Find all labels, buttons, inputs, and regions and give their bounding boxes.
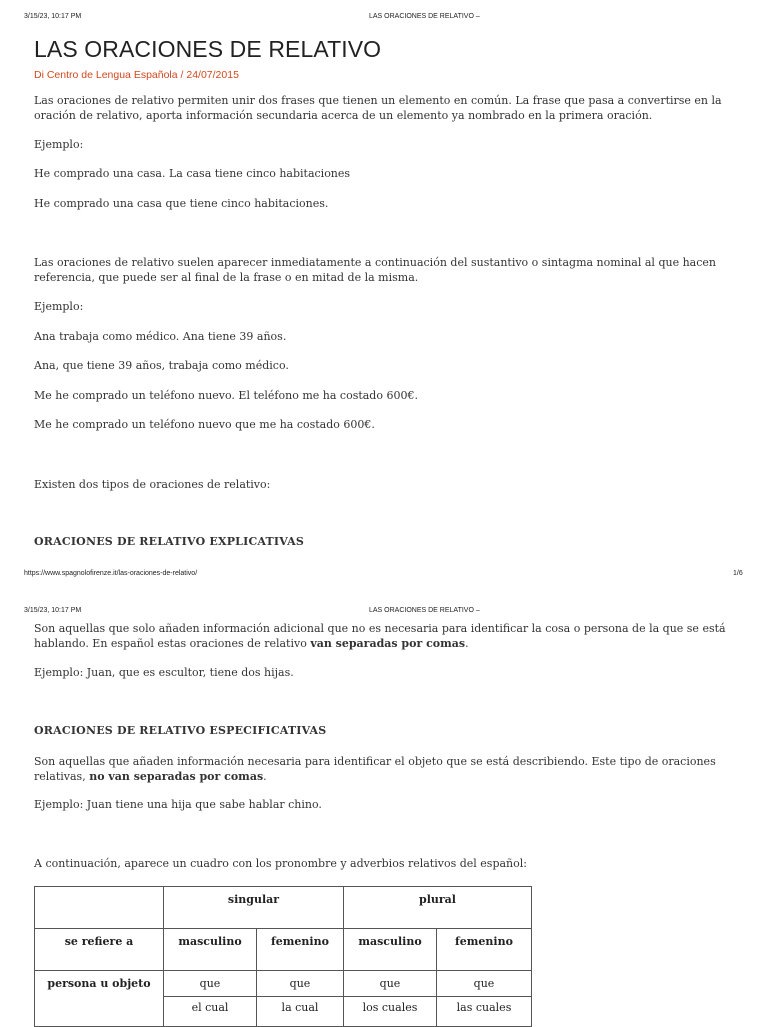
paragraph-example-3a: Me he comprado un teléfono nuevo. El teléfono me ha costado 600€. <box>34 389 418 402</box>
page1-header-date: 3/15/23, 10:17 PM <box>24 13 82 20</box>
explicativas-end: . <box>465 637 469 650</box>
table-row <box>35 971 532 997</box>
table-cell: que <box>164 971 257 997</box>
paragraph-position: Las oraciones de relativo suelen aparecer inmediatamente a continuación del sustantivo o sintagma nominal al que hacen referencia, que puede ser al final de la frase o en mitad de la misma. <box>34 256 716 284</box>
page1-header-title: LAS ORACIONES DE RELATIVO – <box>369 13 480 20</box>
table-header-singular: singular <box>164 887 344 929</box>
table-cell: las cuales <box>437 997 532 1027</box>
paragraph-ejemplo-label-2: Ejemplo: <box>34 300 84 313</box>
page1-footer-url[interactable]: https://www.spagnolofirenze.it/las-oraciones-de-relativo/ <box>24 570 198 577</box>
heading-explicativas: ORACIONES DE RELATIVO EXPLICATIVAS <box>34 535 305 548</box>
paragraph-example-1b: He comprado una casa que tiene cinco habitaciones. <box>34 197 329 210</box>
paragraph-example-2b: Ana, que tiene 39 años, trabaja como médico. <box>34 359 289 372</box>
page1-footer-page-number: 1/6 <box>733 570 743 577</box>
paragraph-table-intro: A continuación, aparece un cuadro con los pronombre y adverbios relativos del español: <box>34 857 527 870</box>
table-cell: que <box>437 971 532 997</box>
table-cell-persona-u-objeto: persona u objeto <box>35 971 164 1027</box>
especificativas-bold: no van separadas por comas <box>89 770 264 783</box>
paragraph-intro: Las oraciones de relativo permiten unir dos frases que tienen un elemento en común. La frase que pasa a convertirse en la oración de relativo, aporta información secundaria acerca de un elemento ya nombrado en la primera oración. <box>34 94 722 122</box>
page-title: LAS ORACIONES DE RELATIVO <box>34 36 382 62</box>
paragraph-explicativas-example: Ejemplo: Juan, que es escultor, tiene dos hijas. <box>34 666 294 679</box>
paragraph-example-2a: Ana trabaja como médico. Ana tiene 39 años. <box>34 330 287 343</box>
paragraph-example-1a: He comprado una casa. La casa tiene cinco habitaciones <box>34 167 351 180</box>
paragraph-especificativas-example: Ejemplo: Juan tiene una hija que sabe hablar chino. <box>34 798 322 811</box>
page2-header-title: LAS ORACIONES DE RELATIVO – <box>369 607 480 614</box>
explicativas-text: Son aquellas que solo añaden información adicional que no es necesaria para identificar la cosa o persona de la que se está hablando. En español estas oraciones de relativo <box>34 622 726 650</box>
table-header-plural: plural <box>344 887 532 929</box>
especificativas-text: Son aquellas que añaden información necesaria para identificar el objeto que se está describiendo. Este tipo de oraciones relativas, <box>34 755 716 783</box>
table-header-masculino-singular: masculino <box>164 929 257 971</box>
table-header-masculino-plural: masculino <box>344 929 437 971</box>
paragraph-types-intro: Existen dos tipos de oraciones de relativo: <box>34 478 271 491</box>
table-cell: el cual <box>164 997 257 1027</box>
paragraph-example-3b: Me he comprado un teléfono nuevo que me ha costado 600€. <box>34 418 375 431</box>
explicativas-bold: van separadas por comas <box>310 637 466 650</box>
table-cell: que <box>257 971 344 997</box>
table-cell-empty <box>35 887 164 929</box>
table-header-se-refiere-a: se refiere a <box>35 929 164 971</box>
article-byline[interactable]: Di Centro de Lengua Española / 24/07/2015 <box>34 69 239 81</box>
especificativas-end: . <box>263 770 267 783</box>
table-cell: los cuales <box>344 997 437 1027</box>
table-cell: la cual <box>257 997 344 1027</box>
table-row <box>35 887 532 929</box>
table-cell: que <box>344 971 437 997</box>
table-row <box>35 929 532 971</box>
table-header-femenino-plural: femenino <box>437 929 532 971</box>
page2-header-date: 3/15/23, 10:17 PM <box>24 607 82 614</box>
paragraph-ejemplo-label: Ejemplo: <box>34 138 84 151</box>
paragraph-especificativas <box>34 754 734 784</box>
relative-pronouns-table <box>34 886 532 1027</box>
heading-especificativas: ORACIONES DE RELATIVO ESPECIFICATIVAS <box>34 724 327 737</box>
paragraph-explicativas <box>34 621 734 651</box>
table-header-femenino-singular: femenino <box>257 929 344 971</box>
